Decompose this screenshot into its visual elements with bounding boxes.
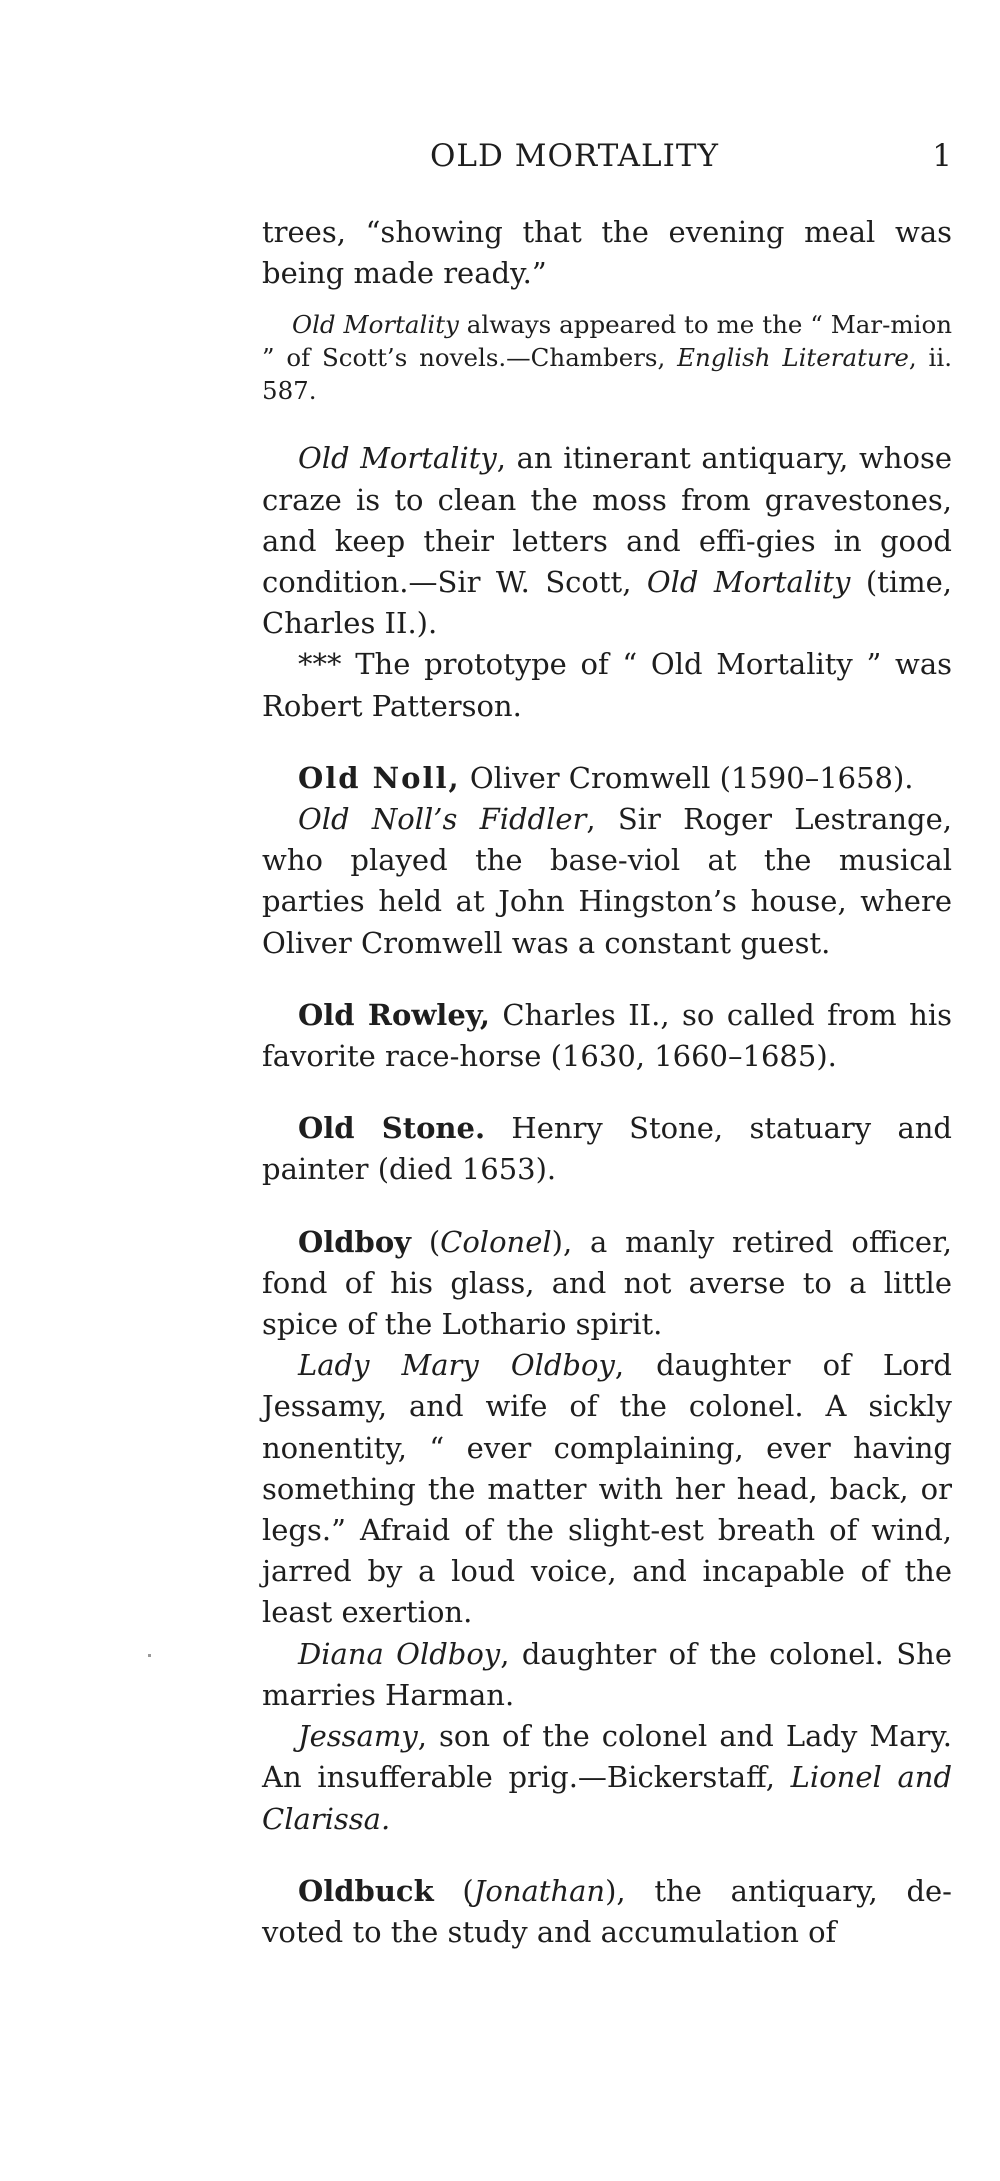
jessamy-name: Jessamy: [298, 1719, 418, 1754]
old-noll-headword: Old Noll,: [298, 760, 461, 795]
continuation-paragraph: trees, “showing that the evening meal was being made ready.”: [262, 215, 952, 291]
jessamy-source: Lionel and Clarissa.: [262, 1760, 953, 1836]
old-stone-headword: Old Stone.: [298, 1111, 486, 1146]
old-noll-fiddler-text: , Sir Roger Lestrange, who played the base-viol at the musical parties held at John Hingston’s house, where Oliver Cromwell was a constant guest.: [262, 802, 952, 960]
entry-oldbuck: [262, 1871, 952, 1953]
old-stone-text: Henry Stone, statuary and painter (died 1653).: [262, 1111, 952, 1187]
oldbuck-paren: (: [433, 1873, 474, 1908]
entry-old-noll: [262, 758, 952, 799]
old-rowley-headword: Old Rowley,: [298, 997, 490, 1032]
old-mortality-note: *** The prototype of “ Old Mortality ” was Robert Patterson.: [262, 647, 952, 723]
old-mortality-text-b: (time, Charles II.).: [262, 565, 952, 641]
old-noll-subentry: [262, 799, 952, 964]
oldboy-text: ), a manly retired officer, fond of his glass, and not averse to a little spice of the Lothario spirit.: [262, 1224, 952, 1342]
old-mortality-name: Old Mortality: [298, 441, 497, 476]
lady-mary-name: Lady Mary Oldboy: [298, 1348, 615, 1383]
old-noll-fiddler: Old Noll’s Fiddler: [298, 802, 587, 837]
old-mortality-text-a: , an itinerant antiquary, whose craze is to clean the moss from gravestones, and keep their letters and effi-gies in good condition.—Sir W. Scott,: [262, 441, 952, 600]
diana-name: Diana Oldboy: [298, 1636, 501, 1671]
margin-speck: [148, 1654, 151, 1657]
old-mortality-work: Old Mortality: [646, 565, 851, 600]
oldbuck-headword: Oldbuck: [298, 1873, 434, 1908]
quote-text-b: , ii. 587.: [262, 343, 952, 406]
page-number: 1: [932, 138, 952, 174]
jessamy-text: , son of the colonel and Lady Mary. An insufferable prig.—Bickerstaff,: [262, 1719, 952, 1795]
oldboy-jessamy: [262, 1716, 952, 1840]
quotation-note: [262, 308, 952, 407]
old-noll-text: Oliver Cromwell (1590–1658).: [460, 760, 914, 795]
diana-text: , daughter of the colonel. She marries Harman.: [262, 1636, 952, 1712]
entry-old-mortality: [262, 438, 952, 644]
oldboy-diana: [262, 1634, 952, 1716]
oldbuck-name: Jonathan: [473, 1873, 606, 1908]
entry-old-stone: [262, 1108, 952, 1190]
quote-text-a: always appeared to me the “ Mar-mion ” of Scott’s novels.—Chambers,: [262, 310, 952, 373]
quote-italic-source: English Literature: [677, 343, 909, 373]
oldboy-paren: (: [411, 1224, 441, 1259]
text-column: [262, 212, 952, 1953]
oldboy-headword: Oldboy: [298, 1224, 412, 1259]
quote-italic-title: Old Mortality: [292, 310, 459, 340]
running-title: OLD MORTALITY: [430, 138, 720, 174]
oldbuck-text: ), the antiquary, de-voted to the study and accumulation of: [262, 1873, 952, 1949]
old-rowley-text: Charles II., so called from his favorite race-horse (1630, 1660–1685).: [262, 997, 952, 1074]
entry-oldboy: [262, 1222, 952, 1346]
oldboy-lady-mary: [262, 1345, 952, 1633]
running-header: [262, 138, 952, 182]
lady-mary-text: , daughter of Lord Jessamy, and wife of the colonel. A sickly nonentity, “ ever complaining, ever having something the matter with her head, back, or legs.” Afraid of the slight-est breath of wind, jarred by a loud voice, and incapable of the least exertion.: [262, 1348, 952, 1630]
oldboy-title: Colonel: [440, 1224, 552, 1259]
entry-old-rowley: [262, 995, 952, 1077]
